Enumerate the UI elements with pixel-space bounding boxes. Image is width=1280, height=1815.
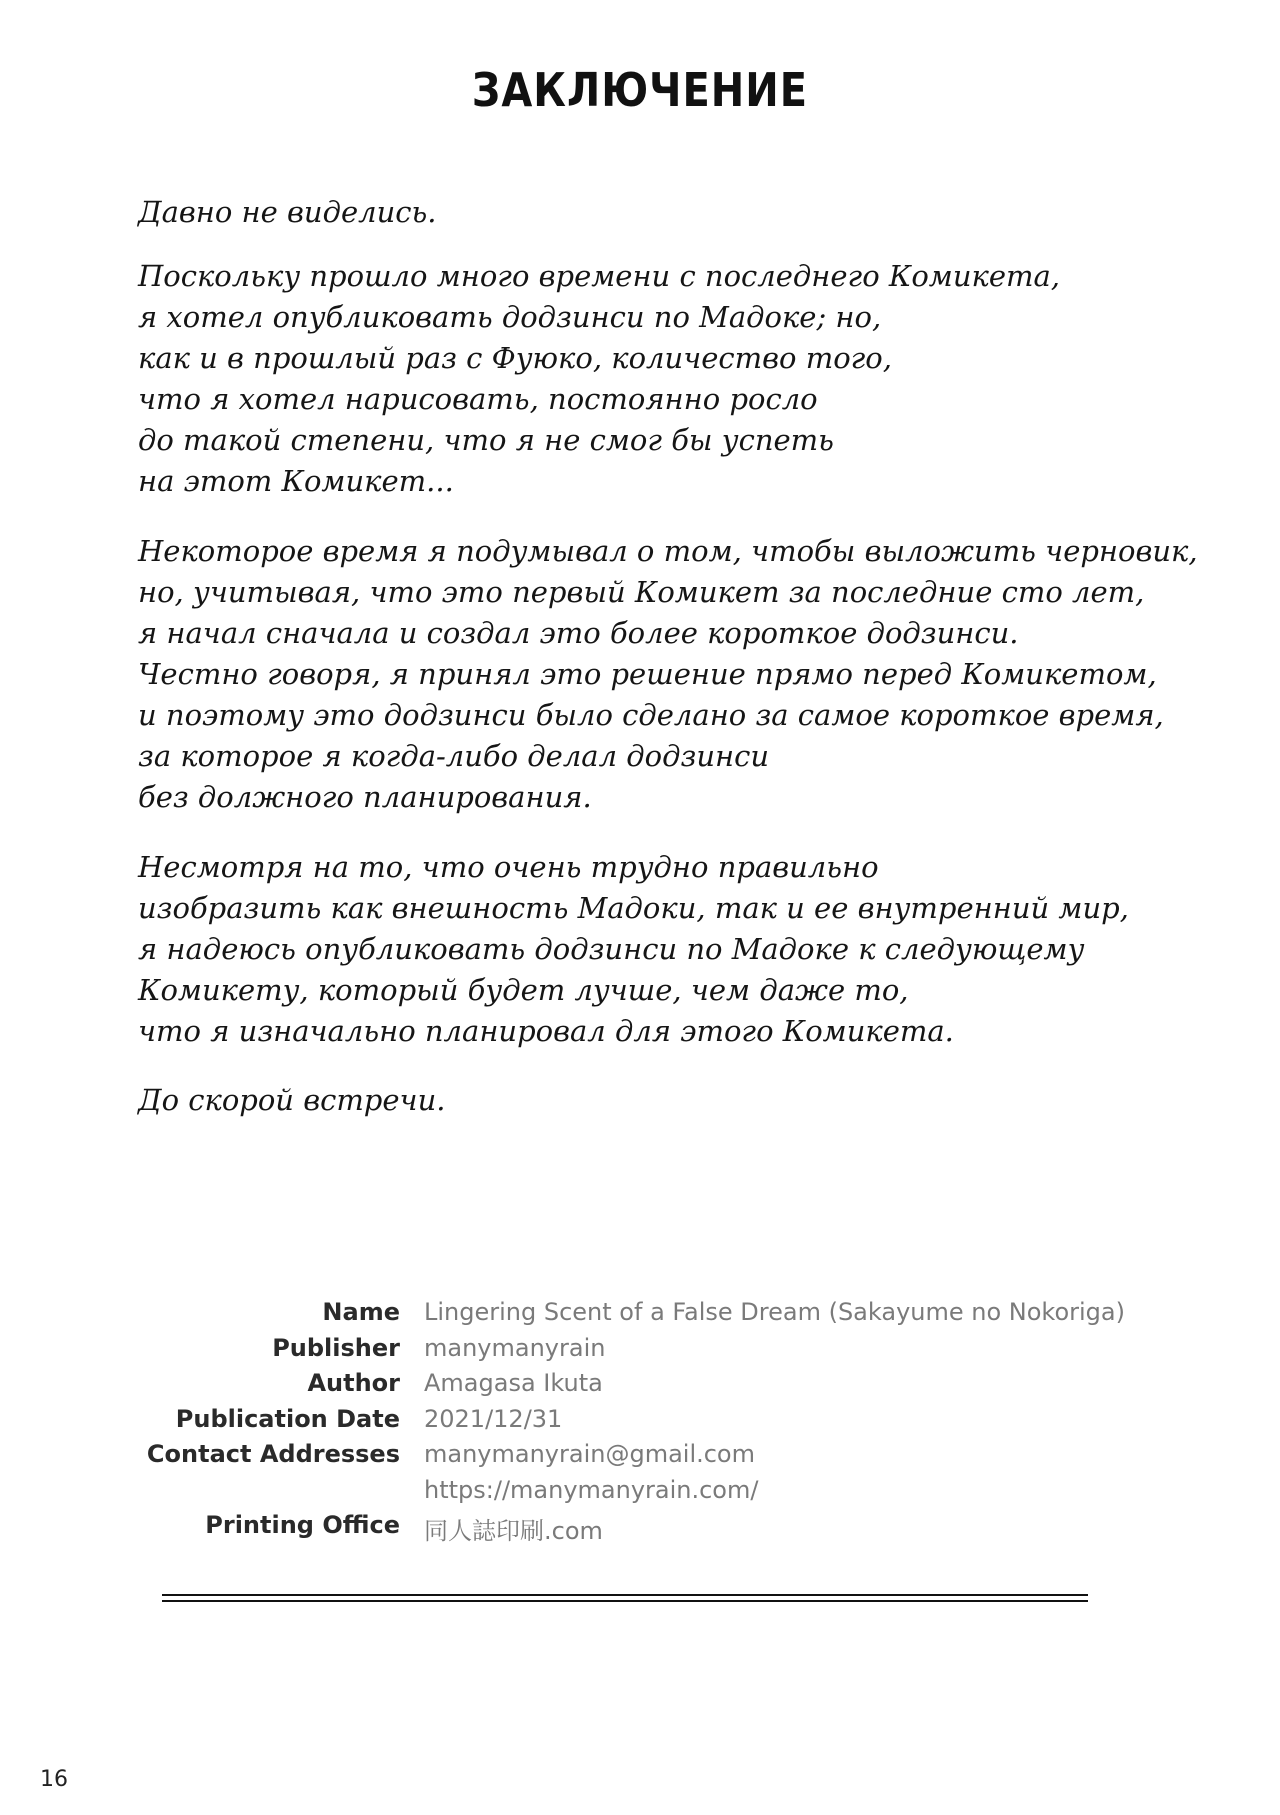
text-line: и поэтому это додзинси было сделано за самое короткое время, [138,698,1164,732]
text-line: До скорой встречи. [138,1083,446,1117]
colophon-label: Publication Date [175,1404,400,1433]
text-line: изобразить как внешность Мадоки, так и ее внутренний мир, [138,891,1129,925]
colophon-value: Lingering Scent of a False Dream (Sakayume no Nokoriga) [424,1298,1125,1326]
colophon-row-author [0,1369,1280,1405]
text-line: что я изначально планировал для этого Комикета. [138,1014,954,1048]
text-line: за которое я когда-либо делал додзинси [138,739,770,773]
text-line: Давно не виделись. [138,195,437,229]
text-line: Несмотря на то, что очень трудно правильно [138,850,879,884]
colophon-value: https://manymanyrain.com/ [424,1475,759,1504]
paragraph-3 [138,531,1198,818]
colophon-row-contact-url [0,1476,1280,1512]
text-line: Комикету, который будет лучше, чем даже то, [138,973,909,1007]
colophon-row-name [0,1298,1280,1334]
colophon-value: 同人誌印刷.com [424,1517,603,1545]
text-line: Поскольку прошло много времени с последнего Комикета, [138,259,1060,293]
colophon-row-publisher [0,1334,1280,1370]
text-line: на этот Комикет... [138,464,454,498]
paragraph-1 [138,192,1138,233]
divider-line-upper [162,1594,1088,1596]
colophon-row-printing-office [0,1511,1280,1547]
text-line: что я хотел нарисовать, постоянно росло [138,382,818,416]
text-line: я надеюсь опубликовать додзинси по Мадоке к следующему [138,932,1085,966]
colophon-label: Name [322,1298,400,1326]
text-line: как и в прошлый раз с Фуюко, количество того, [138,341,892,375]
afterword-text [138,192,1198,1153]
colophon-row-contact-email [0,1440,1280,1476]
page-number: 16 [40,1767,68,1792]
colophon-label: Publisher [272,1333,400,1362]
colophon-label: Printing Office [205,1511,400,1539]
text-line: до такой степени, что я не смог бы успеть [138,423,834,457]
text-line: Некоторое время я подумывал о том, чтобы выложить черновик, [138,534,1198,568]
colophon-value: manymanyrain [424,1333,606,1362]
text-line: но, учитывая, что это первый Комикет за последние сто лет, [138,575,1145,609]
text-line: я хотел опубликовать додзинси по Мадоке; но, [138,300,882,334]
text-line: без должного планирования. [138,780,592,814]
page-title: ЗАКЛЮЧЕНИЕ [471,64,809,118]
colophon-value: Amagasa Ikuta [424,1369,603,1397]
paragraph-4 [138,847,1138,1052]
divider-line-lower [162,1600,1088,1602]
paragraph-5 [138,1080,1138,1121]
colophon-label: Contact Addresses [146,1440,400,1468]
paragraph-2 [138,256,1138,502]
colophon-label: Author [307,1369,400,1397]
text-line: я начал сначала и создал это более короткое додзинси. [138,616,1019,650]
text-line: Честно говоря, я принял это решение прямо перед Комикетом, [138,657,1157,691]
colophon [0,1298,1280,1547]
colophon-value: manymanyrain@gmail.com [424,1440,755,1468]
colophon-row-publication-date [0,1405,1280,1441]
colophon-value: 2021/12/31 [424,1404,563,1433]
